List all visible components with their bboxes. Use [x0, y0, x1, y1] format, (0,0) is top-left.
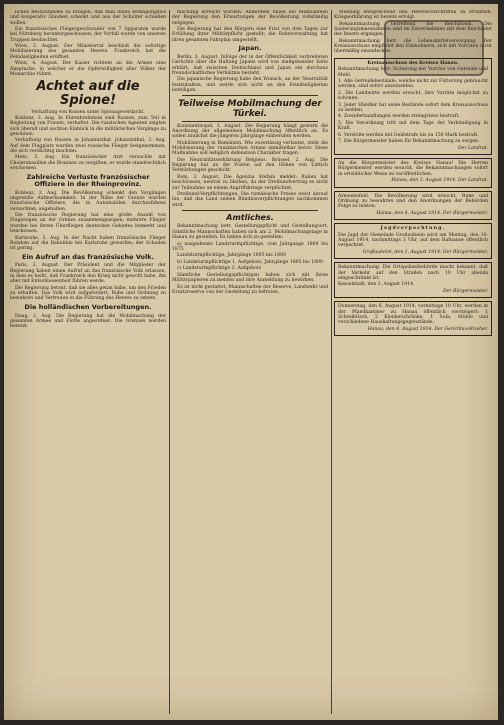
notice-box-armeebefehl — [334, 191, 492, 221]
notice-line: An die Bürgermeister des Kreises Hanau! Die Herren Bürgermeister werden ersucht, die Bekanntmachungen sofort in ortsüblicher Weise zu veröffentlichen. — [338, 161, 488, 177]
paragraph: Wien, 3. August. Der Ministerrat beschloß die sofortige Mobilisierung des gesamten Heeres. Frankreich hat die Feindseligkeiten eröffnet. — [10, 44, 166, 60]
headline-turkey: Teilweise Mobilmachung der Türkei. — [178, 98, 322, 119]
notice-box-mayors — [334, 158, 492, 188]
notice-signature: Hanau, den 4. August 1914. Der Bürgermeister. — [376, 210, 488, 216]
notice-title: Jagdverpachtung. — [380, 226, 446, 232]
paragraph: Karlsruhe, 3. Aug. In der Nacht haben französische Flieger Bomben auf die Bahnlinie bei Karlsruhe geworfen; der Schaden ist gering. — [10, 235, 166, 252]
ink-stamp — [384, 20, 484, 76]
divider — [182, 95, 318, 96]
notice-box-police — [334, 262, 492, 298]
paragraph: machung erreicht wurden. Außerdem fallen die Maßnahmen der Regierung den Erwartungen der Bevölkerung vollständig entgegen. — [172, 10, 328, 26]
paragraph: lichen Besitzstandes zu bringen, daß man ihnen bedingungslos und kooperativ Glauben schenkt und aus der Schulter schießen wollen. — [10, 10, 166, 26]
paragraph: Bekanntmachung betr. Gestellungspflicht und Gestellungsort. Sämtliche Mannschaften haben sich am 2. Mobilmachungstage in Hanau zu gestellen. Es haben sich zu gestellen: — [172, 224, 328, 241]
notice-line: 1. Alle Getreidebestände, welche nicht zur Fütterung gebraucht werden, sind sofort anzumelden. — [338, 79, 488, 90]
list-item: Landsturmpflichtige, Jahrgänge 1895 bis 1890 — [177, 253, 286, 259]
headline-aufruf: Ein Aufruf an das französische Volk. — [22, 252, 154, 261]
notice-line: 5. Die Verordnung tritt mit dem Tage der Verkündigung in Kraft. — [338, 120, 488, 132]
newspaper-page — [4, 4, 498, 720]
paragraph: Paris, 3. August. Der Präsident und die Mitglieder der Regierung haben einen Aufruf an das französische Volk erlassen, in dem es heißt, daß Frankreich den Krieg nicht gewollt habe, ihn aber mit Entschlossenheit führen werde. — [10, 263, 166, 285]
headline-dutch: Die holländischen Vorbereitungen. — [24, 303, 152, 312]
notice-line: Donnerstag, den 6. August 1914, vormittags 10 Uhr, werden in der Pfandkammer zu Hanau öffentlich versteigert: 1 Schreibtisch, 2 Kleiderschränke, 1 Sofa, Stühle und verschiedene Haushaltungsgegenstände. — [338, 304, 488, 326]
notice-line: Die Jagd der Gemeinde Großauheim wird am Montag, den 10. August 1914, nachmittags 3 Uhr, auf dem Rathause öffentlich verpachtet. — [338, 232, 488, 249]
paragraph: Dreibund-Verpflichtungen. Die rumänische Presse weist darauf hin, daß das Land seinen Bündnisverpflichtungen nachkommen wird. — [172, 192, 328, 208]
notice-line: Kesselstadt, den 3. August 1914. — [338, 282, 415, 288]
paragraph: Wien, 4. August. Der Kaiser richtete an die Armee eine Ansprache, in welcher er die Opferwilligkeit aller Völker der Monarchie rühmt. — [10, 61, 166, 77]
paragraph: Berlin, 3. August. Infolge der in der Öffentlichkeit verbreiteten Gerüchte über die Haltung Japans wird von maßgebender Seite erklärt, daß zwischen Deutschland und Japan ein durchaus freundschaftliches Verhältnis besteht. — [172, 54, 328, 76]
paragraph: Haag, 2. Aug. Die Regierung hat die Mobilmachung der gesamten Armee und Flotte angeordnet. Die Grenzen werden besetzt. — [10, 313, 166, 330]
paragraph: Die Regierung betont, daß sie alles getan habe, um den Frieden zu erhalten. Das Volk wird aufgefordert, Ruhe und Ordnung zu bewahren und Vertrauen in die Führung des Heeres zu setzen. — [10, 285, 166, 302]
paragraph: Metz, 3. Aug. Ein französischer Arzt versuchte mit Cholerabazillen die Brunnen zu vergiften; er wurde standrechtlich erschossen. — [10, 155, 166, 171]
column-rule — [331, 10, 332, 714]
list-item: a) ausgediente Landsturmpflichtige, vom Jahrgange 1869 bis 1875 — [172, 241, 328, 252]
notice-line: 4. Zuwiderhandlungen werden strengstens bestraft. — [338, 114, 460, 120]
paragraph: Koblenz, 3. Aug. In Ehrenbreitstein sind Russen, zum Teil in Begleitung von Frauen, verhaftet. Die russischen Agenten zeigten sich überall und suchten Einblick in die militärischen Vorgänge zu gewinnen. — [10, 115, 166, 137]
divider — [182, 121, 318, 122]
divider — [182, 210, 318, 211]
paragraph: Koblenz, 2. Aug. Die Bevölkerung schenkt den Vorgängen ungeteilte Aufmerksamkeit. In der Nähe der Grenze wurden französische Offiziere, die in Automobilen durchzufahren versuchten, angehalten. — [10, 190, 166, 212]
notice-signature: Hanau, den 3. August 1914. Der Landrat. — [391, 178, 488, 184]
paragraph: Die französische Regierung hat eine große Anzahl von Flugzeugen an der Grenze zusammengezogen; mehrere Flieger wurden bei ihrem Überfliegen deutschen Gebietes bemerkt und beschossen. — [10, 213, 166, 235]
notice-signature: Der Landrat. — [458, 145, 488, 151]
subheading: Verhaftung von Russen unter Spionageverdacht. — [31, 109, 145, 115]
paragraph: Rom, 3. August. Die Agenzia Stefani meldet: Italien hat beschlossen, neutral zu bleiben, da der Dreibundvertrag es nicht zur Teilnahme an einem Angriffskriege verpflichtet. — [172, 174, 328, 191]
paragraph: Die japanische Regierung habe den Wunsch, an der Neutralität festzuhalten, und werde sich nicht an den Feindseligkeiten beteiligen. — [172, 77, 328, 93]
paragraph: Die Neutralitätserklärung Belgiens. Brüssel, 2. Aug. Die Regierung hat an die Posten auf den Höhen von Lüttich Verstärkungen geschickt. — [172, 157, 328, 174]
notice-box-auction — [334, 301, 492, 336]
paragraph: Es ist nicht gestattet, Mannschaften der Reserve, Landwehr und Ersatzreserve von der Gestellung zu befreien. — [172, 284, 328, 295]
paragraph: Konstantinopel, 3. August. Die Regierung hängt gestern die Anordnung der allgemeinen Mobilmachung öffentlich an. Es sollen zunächst die jüngeren Jahrgänge einberufen werden. — [172, 123, 328, 140]
paragraph: Meldung entsprechend den Heeresvorschriften zu erstatten. Kriegserklärung ist bereits erfolgt. — [334, 10, 492, 21]
column-2 — [172, 10, 328, 714]
notice-signature: Der Bürgermeister. — [442, 288, 488, 294]
notice-line: 7. Die Bürgermeister haben für Bekanntmachung zu sorgen. — [338, 139, 480, 145]
notice-signature: Hanau, den 4. August 1914. Der Gerichtsvollzieher. — [367, 326, 488, 332]
headline-japan: Japan. — [238, 44, 262, 53]
column-rule — [169, 10, 170, 714]
notice-line: Bekanntmachung. Die Ortspolizeibehörde macht bekannt, daß der Verkehr auf den Straßen nach 10 Uhr abends eingeschränkt ist. — [338, 265, 488, 281]
notice-line: 6. Verstöße werden mit Geldstrafe bis zu 150 Mark bestraft. — [338, 132, 479, 138]
notice-line: Bekanntmachung betr. Sicherung der Vorräte von Getreide und Mehl. — [338, 67, 488, 78]
notice-line: 2. Die Landwirte werden ersucht, ihre Vorräte möglichst zu schonen. — [338, 90, 488, 102]
column-3 — [334, 10, 492, 714]
headline-spies: Achtet auf die Spione! — [36, 78, 140, 108]
paragraph: Sämtliche Gestellungspflichtigen haben sich mit ihren Militärpapieren zu melden und ihre Anmeldung zu bewirken. — [172, 272, 328, 284]
notice-signature: Großauheim, den 1. August 1914. Der Bürgermeister. — [362, 249, 488, 255]
notice-line: 3. Jeder Händler hat seine Bestände sofort dem Kreisausschuss zu melden. — [338, 102, 488, 113]
headline-officers: Zahlreiche Verluste französischer Offiziere in der Rheinprovinz. — [26, 172, 150, 189]
paragraph: Verhaftung von Russen in Johannisthal. Johannisthal, 3. Aug. Auf dem Flugplatz wurden zwei russische Flieger festgenommen, die sich verdächtig machten. — [10, 138, 166, 154]
column-1 — [10, 10, 166, 714]
headline-amtliches: Amtliches. — [226, 213, 274, 223]
notice-box-hunting — [334, 223, 492, 259]
list-item: b) Landsturmpflichtige 1. Aufgebots, Jahrgänge 1895 bis 1890 — [177, 259, 323, 265]
list-item: c) Landsturmpflichtige 2. Aufgebots — [177, 266, 262, 272]
paragraph: Mobilisierung in Rumänien. Wie zuverlässig verlautet, steht die Mobilisierung der rumänischen Armee unmittelbar bevor. Diese Maßnahme soll lediglich defensiven Charakter tragen. — [172, 140, 328, 157]
notice-title: Kreisausschuss des Kreises Hanau. — [367, 60, 459, 66]
paragraph: Ein französisches Fliegergeschwader von 7 Apparaten wurde bei Nürnberg heruntergeschossen; der Vorfall wurde von unseren Truppen beobachtet. — [10, 27, 166, 43]
paragraph: Die Regierung hat den Bürgern eine Frist von drei Tagen zur Erfüllung ihrer Militärpflicht gestellt; die Bahnverwaltung hat ihren gesamten Fahrplan umgestellt. — [172, 27, 328, 43]
paragraph: Bekanntmachung betreffend die Reichsbank. Die Sanierungsmassnahmen sind im Einvernehmen mit dem Reichsamt des Innern ergangen. — [334, 21, 492, 38]
notice-line: Armeebefehl. Die Bevölkerung wird ersucht, Ruhe und Ordnung zu bewahren und den Anordnungen der Behörden Folge zu leisten. — [338, 193, 488, 210]
paragraph: Bekanntmachung betr. die Lebensmittelversorgung. Der Kreisausschuss empfiehlt den Einwohnern, sich mit Vorräten nicht übermäßig einzudecken. — [334, 38, 492, 55]
